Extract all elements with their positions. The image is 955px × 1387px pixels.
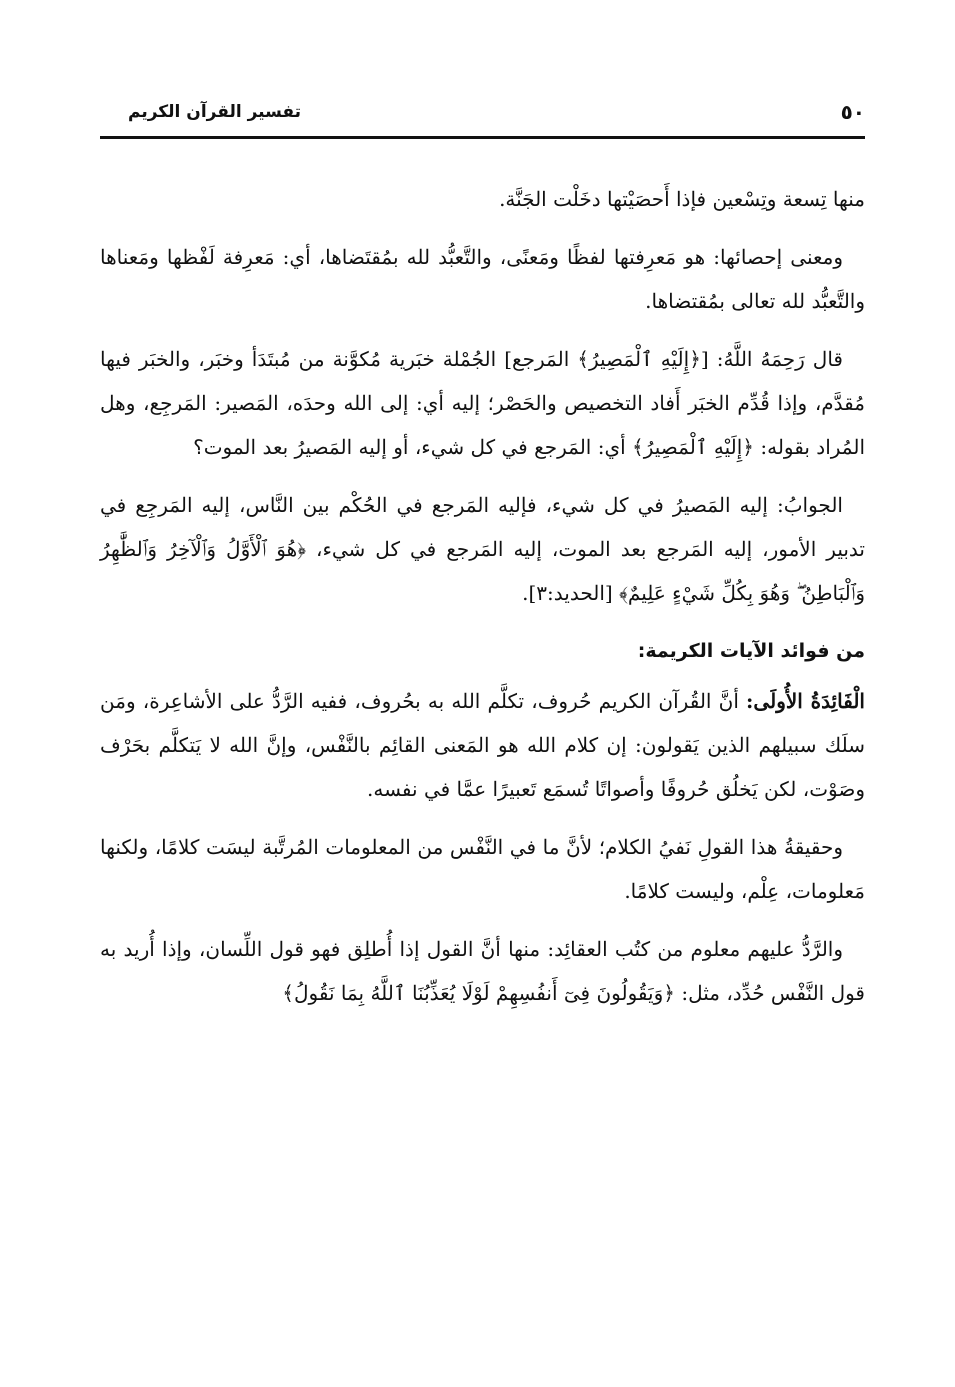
benefit-paragraph bbox=[100, 679, 865, 811]
book-title: تفسير القرآن الكريم bbox=[128, 102, 302, 122]
paragraph-5: وحقيقةُ هذا القولِ نَفيُ الكلام؛ لأنَّ ما في النَّفْس من المعلومات المُرتَّبة ليسَت كلامًا، ولكنها مَعلومات، عِلْم، وليست كلامًا. bbox=[100, 835, 865, 903]
page-number: ٥٠ bbox=[840, 100, 865, 124]
benefit-lead: الْفَائِدَةُ الأُولَى: bbox=[746, 689, 865, 713]
paragraph-6: والرَّدُّ عليهم معلوم من كتُب العقائِد: منها أنَّ القول إذا أُطلِق فهو قول اللِّسان، وإذا أُريد به قول النَّفْس حُدِّد، مثل: ﴿وَيَقُولُونَ فِىٓ أَنفُسِهِمْ لَوْلَا يُعَذِّبُنَا ٱللَّهُ بِمَا نَقُولُ﴾ bbox=[100, 937, 865, 1005]
paragraph-2: ومعنى إحصائها: هو مَعرِفتها لفظًا ومَعنًى، والتَّعبُّد لله بمُقتَضاها، أي: مَعرِفة لَفْظها ومَعناها والتَّعبُّد لله تعالى بمُقتضاها. bbox=[100, 245, 865, 313]
benefit-text: أنَّ القُرآن الكريم حُروف، تكلَّم الله به بحُروف، ففيه الرَّدُّ على الأشاعِرة، ومَن سلَك سبيلهم الذين يَقولون: إن كلام الله هو المَعنى القائِم بالنَّفْس، وإنَّ الله لا يَتكلَّم بحَرْف وصَوْت، لكن يَخلُق حُروفًا وأصواتًا تُسمَع تَعبيرًا عمَّا في نفسه. bbox=[100, 689, 865, 801]
paragraph-3: قال رَحِمَهُ اللَّهُ: [﴿إِلَيْهِ ٱلْمَصِيرُ﴾ المَرجع] الجُمْلة خبَرية مُكوَّنة من مُبتَدَأ وخبَر، والخبَر فيها مُقدَّم، وإذا قُدِّم الخبَر أَفاد التخصيص والحَصْر؛ إليه أي: إلى الله وحدَه، المَصير: المَرجِع، وهل المُراد بقوله: ﴿إِلَيْهِ ٱلْمَصِيرُ﴾ أي: المَرجع في كل شيء، أو إليه المَصيرُ بعد الموت؟ bbox=[100, 347, 865, 459]
page bbox=[100, 100, 865, 1029]
page-body bbox=[100, 177, 865, 1015]
header-divider bbox=[100, 136, 865, 139]
paragraph-1: منها تِسعة وتِسْعين فإذا أَحصَيْتها دخَلْت الجَنَّة. bbox=[499, 187, 865, 211]
section-heading: من فوائد الآيات الكريمة: bbox=[637, 640, 865, 662]
page-header bbox=[100, 100, 865, 134]
paragraph-4: الجوابُ: إليه المَصيرُ في كل شيء، فإليه المَرجع في الحُكْم بين النَّاس، إليه المَرجِع في تدبير الأمور، إليه المَرجع بعد الموت، إليه المَرجع في كل شيء، ﴿هُوَ ٱلْأَوَّلُ وَٱلْآخِرُ وَٱلظَّٰهِرُ وَٱلْبَاطِنُ ۖ وَهُوَ بِكُلِّ شَيْءٍ عَلِيمٌ﴾ [الحديد:٣]. bbox=[100, 493, 865, 605]
